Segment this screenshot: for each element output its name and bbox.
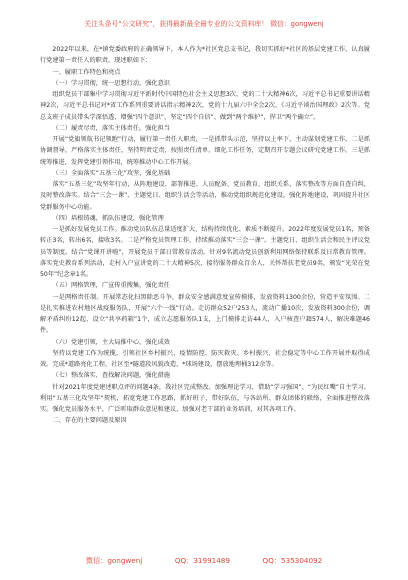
document-body [40,44,370,427]
body-paragraph: 2022年以来，在*镇党委政府的正确领导下，本人作为*社区党总支书记，我切实抓好*社区的基层党建工作，认真履行党建第一责任人的职责，现述职如下： [40,46,370,65]
footer-contact [0,556,408,566]
subsection-heading: （一）学习贯彻，统一思想行动，强化意识 [52,79,170,87]
section-heading: 一、履职工作特色和亮点 [52,68,121,76]
subsection-heading: （二）履责尽责，落实主体责任，强化担当 [52,124,170,132]
body-paragraph: 开展“党旗领航书记领跑”行动，履行第一责任人职责，一是抓带头示范，坚持以上率下，主动谋划党建工作。二是抓协调督导，严格落实主体责任，坚持明责定责，按照责任清单，细化工作任务，定期召开专题会议研究党建工作。三是抓统筹推进，发挥党建引领作用，统筹推动中心工作开展。 [40,136,370,166]
body-paragraph: 针对2021年度党建述职点评的问题4条，我社区完成整改。加强理论学习，借助“学习强国”、“为民红嘴”自主学习。利用“五基三化攻坚年”契机，拓宽党建工作思路，抓好班子，带好队伍，与各站所、群众团体的联络，全面推进整改落实。强化党员服务水平，广泛听取群众意见和建议，加强对老干部的业务培训，对其各项工作。 [40,383,370,413]
section-heading: 二、存在的主要问题及原因 [52,417,127,425]
footer-qq-1: QQ：31991489 [174,556,230,565]
subsection-heading: （四）培根铸魂，抓队伍建设，强化管理 [52,214,164,222]
body-paragraph: 一是抓好发展党员工作。推动党员队伍总量适度扩大、结构持续优化、素质不断提升。2022年度发展党员1名，预备转正3名，转出6名，接收3名。二是严格党员管理工作，持续推动落实“三会一课”。主题党日、组织生活会和民主评议党员等制度。结合“党课开讲啦”，开展党员干部日常教育活动。针对9名流动党员创新利用网络保持联系及日常教育管理。落实党史教育系列活动，走村入户宣讲党的二十大精神5次，接待服务群众百余人，关怀帮扶老党员9名，颁发“光荣在党50年”纪念章1名。 [40,226,370,278]
subsection-heading: （五）网格管理，广宣传重搜集，强化责任 [52,282,170,290]
footer-wechat: 微信：gongwenj [85,556,143,565]
body-paragraph: 一是网格责任制。开展常态化扫黑除恶斗争，群众安全感满意度宣传摸排，发放资料1300余份，营造平安氛围。二是扎实推进农村地区战疫服务队，开展“六个一线”行动。走访群众52户253人，流动广播10次，发放资料300余份，调解矛盾纠纷12起，设立“共享药箱”1个，成立志愿服务队1支，上门摸排走访44人，入户核查户籍574人，解决难题46件。 [40,293,370,335]
footer-qq-2: QQ：535304092 [262,556,323,565]
subsection-heading: （七）整改落实，查找解决问题，强化措施 [52,372,170,380]
body-paragraph: 坚持以党建工作为统揽，引领社区乡村振兴、疫情防控、防灾救灾、乡村振兴、社会稳定等中心工作开展并取得成效。完成*道路亮化工程，社区至*隧道段风貌改造，*球场建设，摆放地埋桶312余等。 [40,349,370,368]
header-banner: 关注头条号“公文研究”，获得最新最全最专业的公文资料库！ 微信：gongwenj [84,20,324,28]
subsection-heading: （三）全面落实“五基三化”攻坚，强化基础 [52,169,171,177]
body-paragraph: 组织党员干部集中学习贯彻习近平新时代中国特色社会主义思想3次、党的二十大精神6次，习近平总书记重要讲话精神2次，习近平总书记对*省工作系列重要讲话指示精神2次，党的十九届六中全会2次，《习近平谈治国理政》2次等。党总支班子成员带头学深悟透，增强“四个意识”、坚定“四个自信”、做到“两个维护”，捍卫“两个确立”。 [40,91,370,121]
subsection-heading: （六）党建引领，主大局推中心，强化成效 [52,338,170,346]
body-paragraph: 落实“五基三化”攻坚年行动，从阵地建设、部署推进、人员配备、党员教育、组织关系、落实整改等方面自查自纠，及时整改落实。结合“三会一课”、主题党日、组织生活会等活动，推动党组织规范化建设。强化阵地建设，巩固提升社区党群服务中心功能。 [40,181,370,211]
